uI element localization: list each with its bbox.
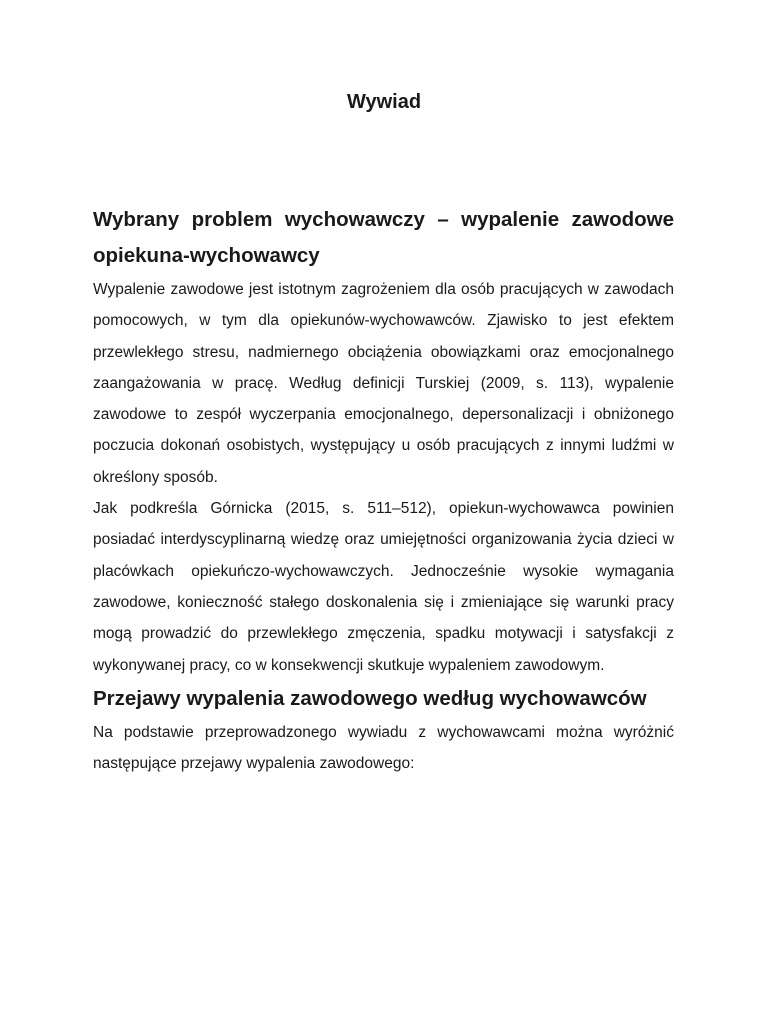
paragraph-interview-intro: Na podstawie przeprowadzonego wywiadu z wychowawcami można wyróżnić następujące przejawy wypalenia zawodowego: <box>93 723 674 773</box>
paragraph-definition: Wypalenie zawodowe jest istotnym zagrożeniem dla osób pracujących w zawodach pomocowych, w tym dla opiekunów-wychowawców. Zjawisko to jest efektem przewlekłego stresu, nadmiernego obciążenia obowiązkami oraz emocjonalnego zaangażowania w pracę. Według definicji Turskiej (2009, s. 113), wypalenie zawodowe to zespół wyczerpania emocjonalnego, depersonalizacji i obniżonego poczucia dokonań osobistych, występujący u osób pracujących z innymi ludźmi w określony sposób. <box>93 281 674 486</box>
paragraph-requirements: Jak podkreśla Górnicka (2015, s. 511–512), opiekun-wychowawca powinien posiadać interdyscyplinarną wiedzę oraz umiejętności organizowania życia dzieci w placówkach opiekuńczo-wychowawczych. Jednocześnie wysokie wymagania zawodowe, konieczność stałego doskonalenia się i zmieniające się warunki pracy mogą prowadzić do przewlekłego zmęczenia, spadku motywacji i satysfakcji z wykonywanej pracy, co w konsekwencji skutkuje wypaleniem zawodowym. <box>93 500 674 674</box>
document-body <box>93 202 674 779</box>
document-title: Wywiad <box>346 91 422 113</box>
section-heading-symptoms: Przejawy wypalenia zawodowego według wychowawców <box>93 686 647 710</box>
section-heading-problem: Wybrany problem wychowawczy – wypalenie zawodowe opiekuna-wychowawcy <box>93 208 674 267</box>
